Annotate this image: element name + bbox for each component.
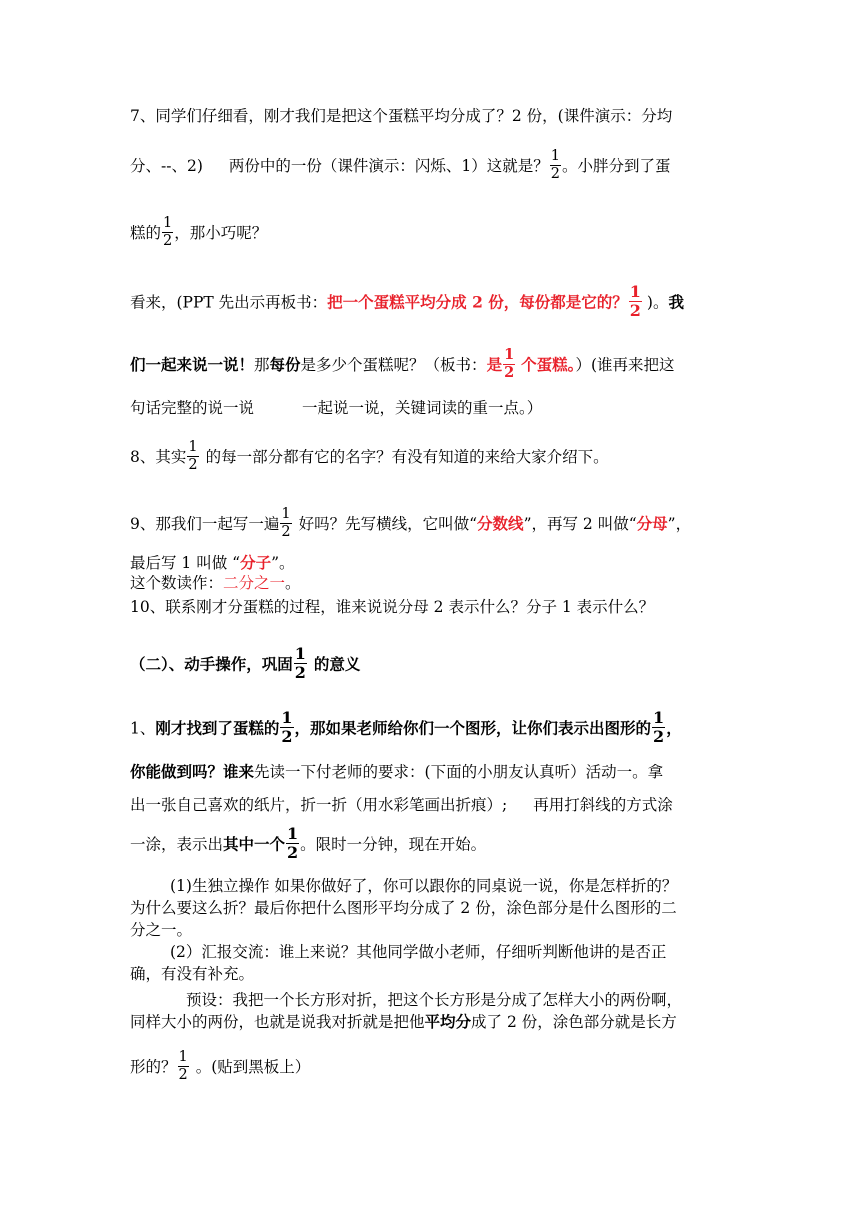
preset-line3 [130,1049,730,1084]
text-run: 。限时一分钟，现在开始。 [300,835,487,854]
text-run: ”。 [271,554,295,572]
board-text: 个蛋糕。 [521,355,576,374]
p7-line4 [130,282,730,321]
text-run: 句话完整的说一说 [130,399,255,417]
text-run: 我 [668,292,684,312]
text-run: 的意义 [313,654,361,674]
text-run: 糕的 [130,224,162,242]
text-run: ”， [667,515,692,533]
text-run: 。 [285,574,301,592]
fraction-one-half: $\frac{1}{2}$ [188,439,198,473]
fraction-one-half: $\frac{1}{2}$ [178,1049,188,1083]
fraction-one-half: $\frac{1}{2}$ [294,644,306,682]
text-run: 每份 [269,355,301,374]
text-run: ”，再写 2 叫做“ [523,515,637,533]
text-run: (2）汇报交流：谁上来说？其他同学做小老师，仔细听判断他讲的是否正 [170,943,667,961]
p7-line2 [130,148,730,183]
act1-line3 [130,795,730,815]
act1-line4 [130,824,730,863]
text-run: 形的？ [130,1058,177,1076]
preset-line1 [186,990,730,1010]
text-run: 为什么要这么折？最后你把什么图形平均分成了 2 份，涂色部分是什么图形的二 [130,899,677,917]
text-run: 刚才找到了蛋糕的 [155,718,280,738]
text-run: 们一起来说一说！ [130,355,255,374]
text-run: 。小胖分到了蛋 [562,157,671,175]
text-run: 8、其实 [130,448,187,466]
section-heading [130,644,730,683]
text-run: ，那小巧呢？ [174,224,268,242]
text-run: 9、那我们一起写一遍 [130,515,280,533]
p9-line2 [130,553,730,573]
fraction-one-half: $\frac{1}{2}$ [629,282,641,320]
text-run: 7、同学们仔细看，刚才我们是把这个蛋糕平均分成了？2 份，(课件演示：分均 [130,107,673,125]
text-run: 分、--、2) [130,157,203,175]
step2-line1 [170,942,730,962]
text-run: 这个数读作： [130,574,224,592]
term-numerator: 分子 [240,553,272,572]
term-denominator: 分母 [636,514,668,533]
fraction-one-half: $\frac{1}{2}$ [287,824,299,862]
text-run: 先读一下付老师的要求：(下面的小朋友认真听）活动一。拿 [254,763,664,781]
p9-line1 [130,506,730,541]
text-run: ，那如果老师给你们一个图形，让你们表示出图形的 [294,718,652,738]
text-run: 分之一。 [130,921,193,939]
fraction-one-half: $\frac{1}{2}$ [653,708,665,746]
text-run: ）(谁再来把这 [575,356,675,374]
text-run: 那 [254,356,270,374]
fraction-one-half: $\frac{1}{2}$ [550,148,560,182]
step1-line3 [130,920,730,940]
text-run: （二）、动手操作，巩固 [130,654,293,674]
text-run: 两份中的一份（课件演示：闪烁、1）这就是？ [228,157,549,175]
text-run: 一涂，表示出 [130,835,224,854]
act1-line1 [130,708,730,747]
text-run: 确，有没有补充。 [130,965,255,983]
text-run: 其中一个 [223,834,286,854]
term-fraction-bar: 分数线 [477,514,524,533]
text-run: 。(贴到黑板上） [195,1058,311,1076]
text-run: (1)生独立操作 如果你做好了，你可以跟你的同桌说一说，你是怎样折的？ [170,877,678,895]
fraction-one-half: $\frac{1}{2}$ [504,346,515,381]
text-run: ， [666,718,682,738]
text-run: 平均分 [424,1012,472,1031]
text-run: )。 [646,293,669,312]
preset-line2 [130,1012,730,1032]
text-run: 的每一部分都有它的名字？有没有知道的来给大家介绍下。 [205,448,609,466]
text-run: 10、联系刚才分蛋糕的过程，谁来说说分母 2 表示什么？分子 1 表示什么？ [130,598,655,616]
reading-one-half: 二分之一 [223,574,286,592]
text-run: 预设：我把一个长方形对折，把这个长方形是分成了怎样大小的两份啊， [186,991,683,1009]
step1-line1 [170,876,730,896]
text-run: 你能做到吗？谁来 [130,762,255,781]
step1-line2 [130,898,730,918]
p8-line [130,439,730,474]
fraction-one-half: $\frac{1}{2}$ [281,708,293,746]
text-run: 再用打斜线的方式涂 [533,796,673,814]
text-run: 出一张自己喜欢的纸片，折一折（用水彩笔画出折痕）; [130,796,508,814]
p7-line1 [130,106,730,126]
step2-line2 [130,964,730,984]
text-run: 一起说一说，关键词读的重一点。） [302,399,543,417]
board-text: 把一个蛋糕平均分成 2 份，每份都是它的？ [327,292,628,312]
text-run: 同样大小的两份，也就是说我对折就是把他 [130,1013,425,1031]
text-run: 是多少个蛋糕呢？（板书： [300,356,487,374]
text-run: 1、 [130,719,156,738]
board-text: 是 [486,355,503,374]
fraction-one-half: $\frac{1}{2}$ [281,506,291,540]
text-run: 看来，(PPT 先出示再板书： [130,293,328,312]
p7-line3 [130,215,730,250]
text-run: 最后写 1 叫做 “ [130,554,241,572]
text-run: 好吗？先写横线，它叫做“ [298,515,478,533]
text-run: 成了 2 份，涂色部分就是长方 [471,1013,677,1031]
p9-line3 [130,573,730,593]
fraction-one-half: $\frac{1}{2}$ [163,215,173,249]
act1-line2 [130,762,730,782]
p7-line6 [130,398,730,418]
p10-line [130,597,730,617]
p7-line5 [130,346,730,382]
